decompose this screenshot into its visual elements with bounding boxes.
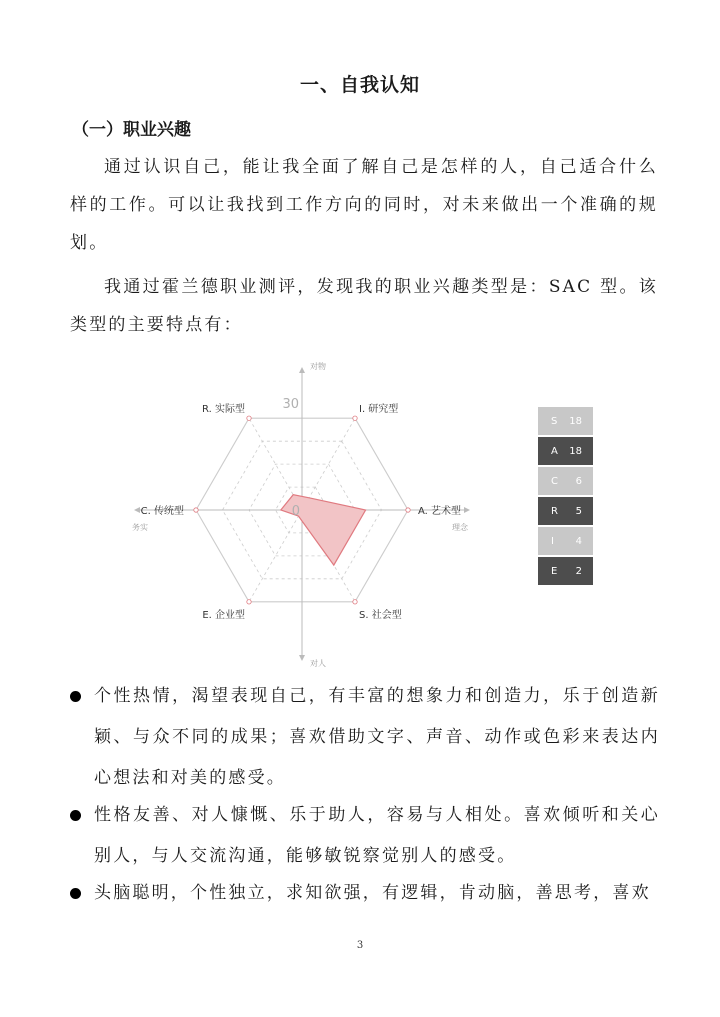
bullet-dot (70, 888, 81, 899)
vertex-marker (353, 416, 357, 420)
list-item (70, 676, 660, 799)
radar-svg (120, 355, 610, 670)
scale-max-label: 30 (282, 397, 299, 412)
axis-label: S. 社会型 (359, 609, 402, 621)
list-item-text: 头脑聪明，个性独立，求知欲强，有逻辑，肯动脑，善思考，喜欢 (94, 883, 651, 903)
score-cell (538, 527, 593, 555)
score-letter: S (551, 415, 558, 427)
intro-paragraph: 通过认识自己，能让我全面了解自己是怎样的人，自己适合什么样的工作。可以让我找到工作方向的同时，对未来做出一个准确的规划。 (70, 157, 658, 253)
direction-label-top: 对物 (310, 362, 326, 371)
subsection-title: （一）职业兴趣 (72, 120, 191, 140)
vertex-marker (406, 508, 410, 512)
score-value: 18 (569, 415, 582, 427)
score-letter: R (551, 505, 558, 517)
score-letter: A (551, 445, 558, 457)
direction-label-left: 务实 (132, 523, 148, 532)
list-item-text: 性格友善、对人慷慨、乐于助人，容易与人相处。喜欢倾听和关心别人，与人交流沟通，能够敏锐察觉别人的感受。 (94, 805, 660, 866)
score-value: 5 (575, 505, 582, 517)
score-letter: E (551, 565, 558, 577)
score-cell (538, 437, 593, 465)
page-number: 3 (356, 940, 364, 951)
bullet-dot (70, 810, 81, 821)
vertex-marker (194, 508, 198, 512)
list-item-text: 个性热情，渴望表现自己，有丰富的想象力和创造力，乐于创造新颖、与众不同的成果；喜欢借助文字、声音、动作或色彩来表达内心想法和对美的感受。 (94, 686, 660, 788)
direction-label-bottom: 对人 (310, 659, 326, 668)
score-cell (538, 557, 593, 585)
axis-label: A. 艺术型 (418, 506, 462, 517)
vertex-marker (353, 600, 357, 604)
score-letter: I (551, 535, 554, 547)
score-table (538, 407, 593, 587)
axis-label: E. 企业型 (202, 609, 245, 621)
vertex-marker (247, 416, 251, 420)
result-paragraph: 我通过霍兰德职业测评，发现我的职业兴趣类型是：SAC 型。该类型的主要特点有： (70, 277, 658, 335)
score-value: 4 (575, 535, 582, 547)
score-cell (538, 407, 593, 435)
vertex-marker (247, 600, 251, 604)
list-item (70, 795, 660, 877)
section-title: 一、自我认知 (299, 74, 420, 96)
score-cell (538, 497, 593, 525)
direction-label-right: 理念 (452, 523, 468, 532)
axis-label: C. 传统型 (140, 506, 184, 517)
axis-label: I. 研究型 (359, 404, 399, 416)
bullet-dot (70, 691, 81, 702)
scale-zero-label: 0 (291, 504, 300, 519)
score-cell (538, 467, 593, 495)
axis-label: R. 实际型 (202, 404, 245, 416)
score-value: 2 (575, 565, 582, 577)
score-value: 18 (569, 445, 582, 457)
score-letter: C (551, 475, 558, 487)
score-value: 6 (575, 475, 582, 487)
holland-radar-chart (120, 355, 610, 670)
list-item (70, 873, 660, 914)
